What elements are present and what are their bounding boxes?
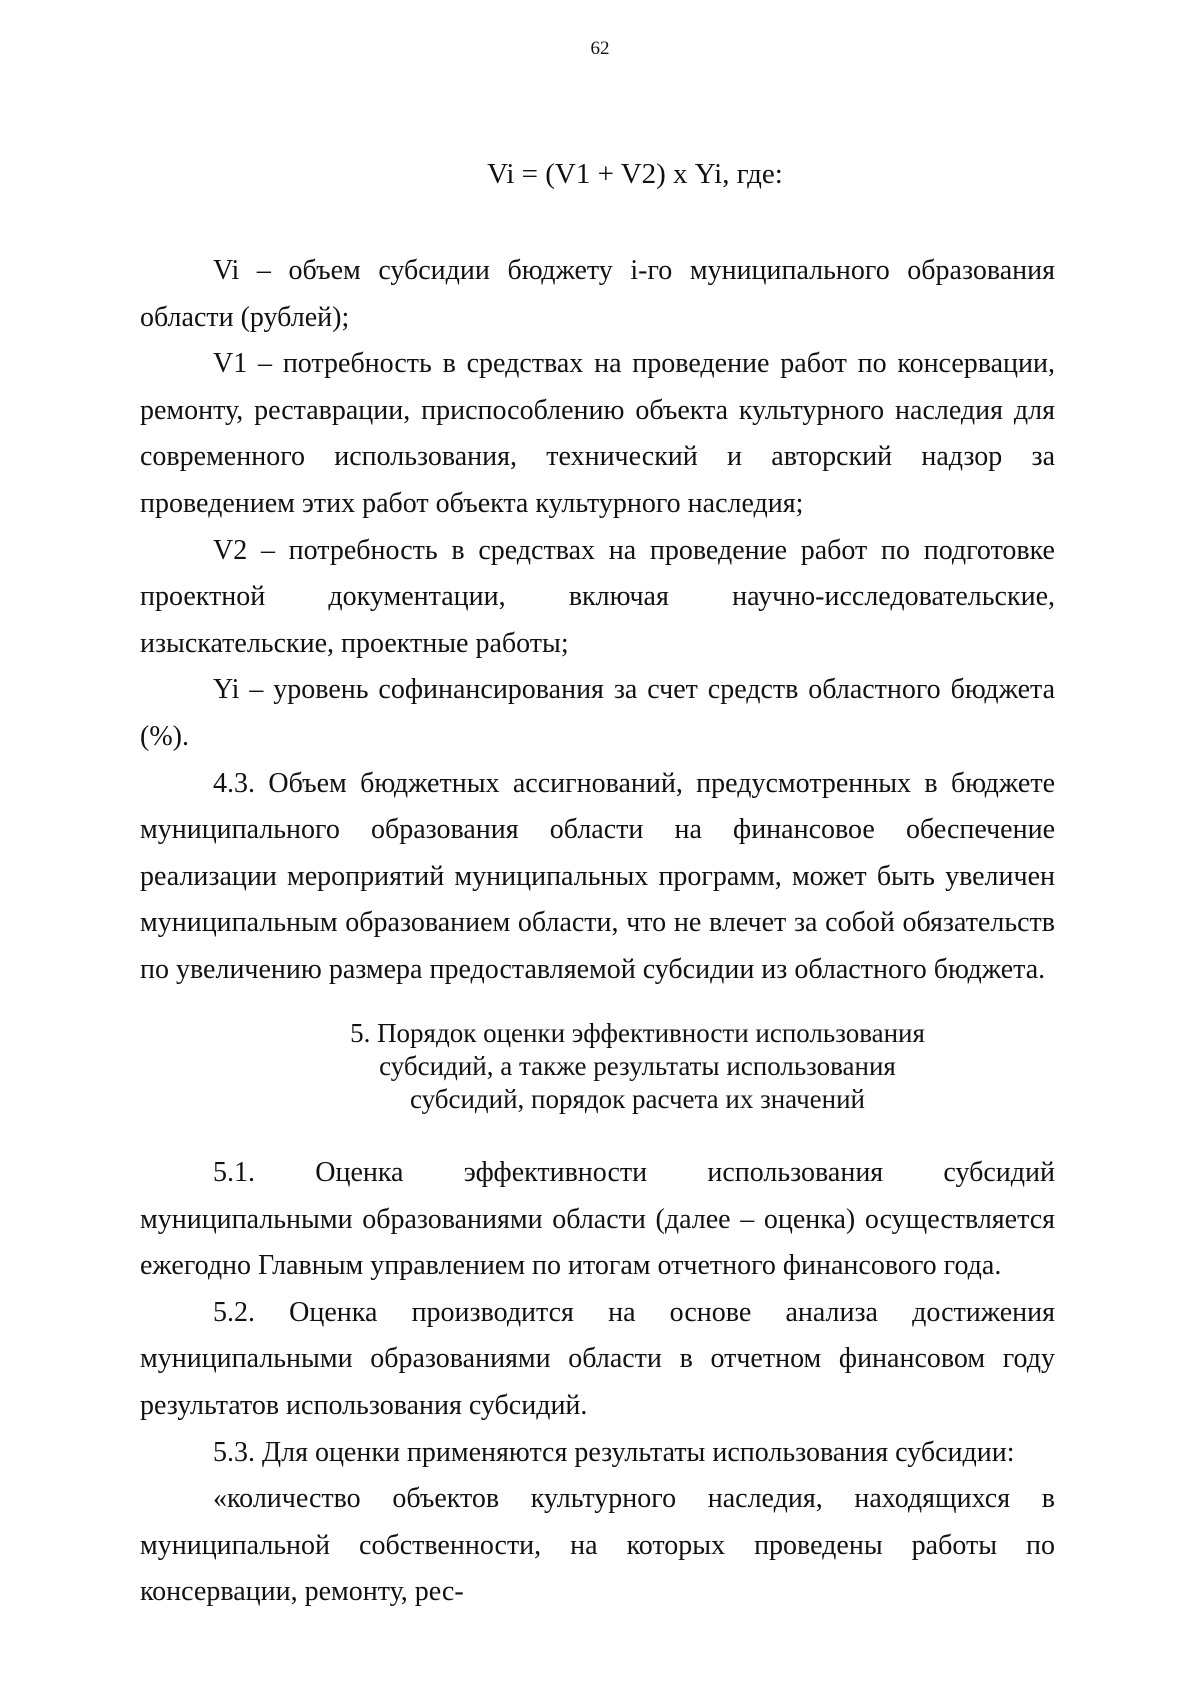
section-heading-line: субсидий, а также результаты использования	[379, 1051, 896, 1081]
text-block-after-section	[140, 1150, 1055, 1616]
paragraph-5-1: 5.1. Оценка эффективности использования субсидий муниципальными образованиями области (далее – оценка) осуществляется ежегодно Главным управлением по итогам отчетного финансового года.	[140, 1157, 1055, 1282]
section-heading-line: 5. Порядок оценки эффективности использования	[350, 1018, 925, 1048]
paragraph-5-2: 5.2. Оценка производится на основе анализа достижения муниципальными образованиями области в отчетном финансовом году результатов использования субсидий.	[140, 1296, 1055, 1421]
formula: Vi = (V1 + V2) х Yi, где:	[487, 158, 783, 190]
paragraph-4-3: 4.3. Объем бюджетных ассигнований, предусмотренных в бюджете муниципального образования области на финансовое обеспечение реализации мероприятий муниципальных программ, может быть увеличен муниципальным образованием области, что не влечет за собой обязательств по увеличению размера предоставляемой субсидии из областного бюджета.	[140, 767, 1055, 985]
section-heading-line: субсидий, порядок расчета их значений	[409, 1084, 866, 1114]
paragraph-v2-definition: V2 – потребность в средствах на проведение работ по подготовке проектной документации, включая научно-исследовательские, изыскательские, проектные работы;	[140, 534, 1055, 659]
paragraph-v1-definition: V1 – потребность в средствах на проведение работ по консервации, ремонту, реставрации, приспособлению объекта культурного наследия для современного использования, технический и авторский надзор за проведением этих работ объекта культурного наследия;	[140, 348, 1055, 519]
paragraph-vi-definition: Vi – объем субсидии бюджету i-го муниципального образования области (рублей);	[140, 255, 1055, 333]
paragraph-5-3: 5.3. Для оценки применяются результаты использования субсидии:	[213, 1436, 1015, 1468]
section-heading	[140, 1017, 1055, 1116]
paragraph-result-quote: «количество объектов культурного наследия, находящихся в муниципальной собственности, на которых проведены работы по консервации, ремонту, рес-	[140, 1483, 1055, 1608]
page-number: 62	[590, 38, 610, 59]
paragraph-yi-definition: Yi – уровень софинансирования за счет средств областного бюджета (%).	[140, 674, 1055, 752]
text-block-before-section	[140, 248, 1055, 994]
